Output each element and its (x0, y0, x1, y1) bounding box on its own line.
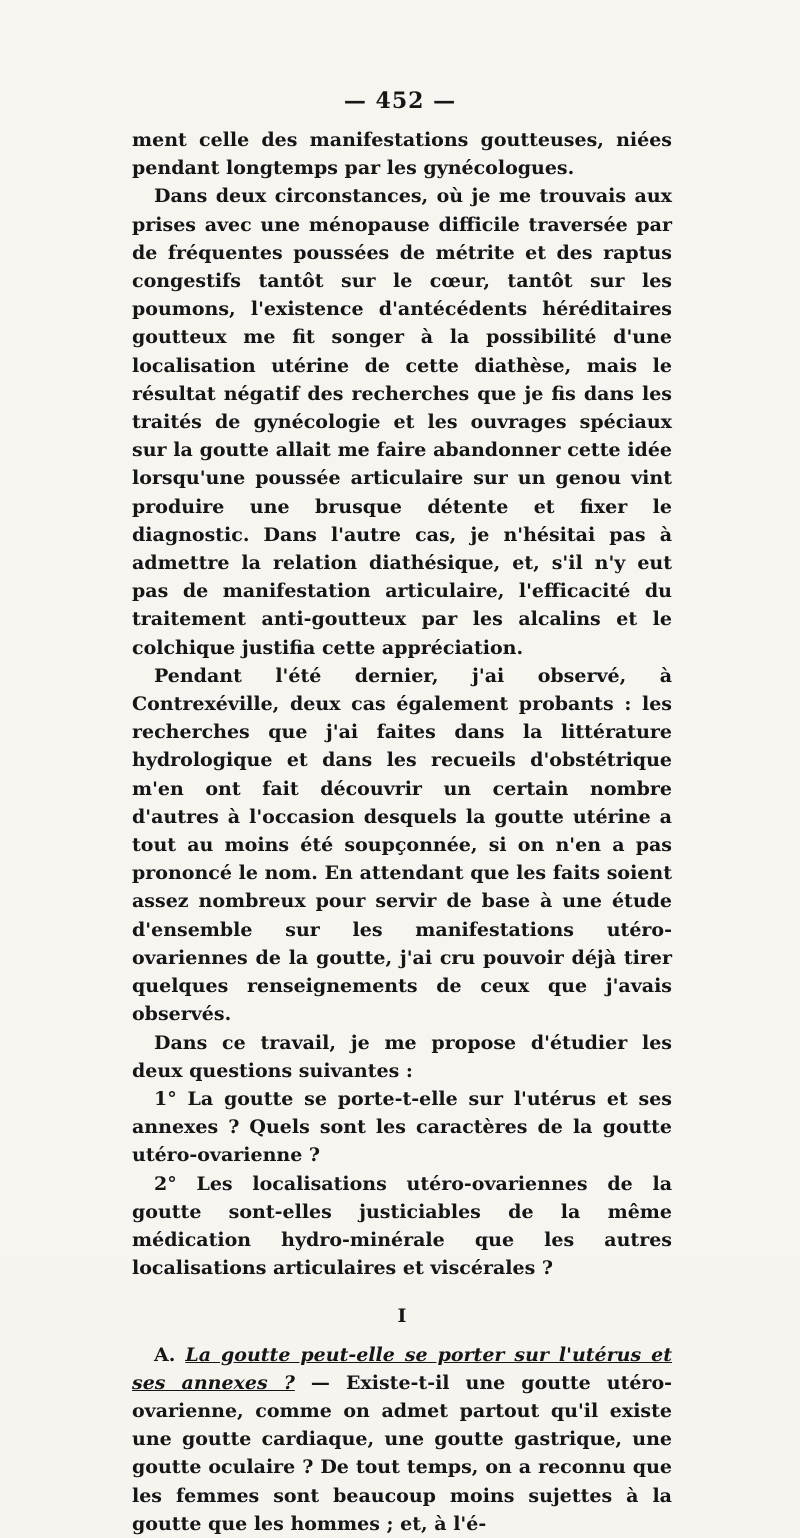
section-heading-dash: — (294, 1371, 330, 1394)
section-heading-title: La goutte peut-elle se porter sur l'utérus et ses annexes ? (132, 1343, 672, 1394)
paragraph-circumstances: Dans deux circonstances, où je me trouvais aux prises avec une ménopause difficile traversée par de fréquentes poussées de métrite et des raptus congestifs tantôt sur le cœur, tantôt sur les poumons, l'existence d'antécédents héréditaires goutteux me fit songer à la possibilité d'une localisation utérine de cette diathèse, mais le résultat négatif des recherches que je fis dans les traités de gynécologie et les ouvrages spéciaux sur la goutte allait me faire abandonner cette idée lorsqu'une poussée articulaire sur un genou vint produire une brusque détente et fixer le diagnostic. Dans l'autre cas, je n'hésitai pas à admettre la relation diathésique, et, s'il n'y eut pas de manifestation articulaire, l'efficacité du traitement anti-goutteux par les alcalins et le colchique justifia cette appréciation. (132, 185, 672, 659)
question-two: 2° Les localisations utéro-ovariennes de la goutte sont-elles justiciables de la même médication hydro-minérale que les autres localisations articulaires et viscérales ? (132, 1172, 672, 1280)
page-number: — 452 — (343, 88, 457, 114)
body-text (132, 126, 672, 1538)
paragraph-intro-questions: Dans ce travail, je me propose d'étudier les deux questions suivantes : (132, 1031, 672, 1082)
section-heading (132, 1341, 672, 1538)
section-numeral: I (397, 1305, 407, 1328)
paragraph-continuation: ment celle des manifestations goutteuses, niées pendant longtemps par les gynécologues. (132, 129, 672, 180)
question-one: 1° La goutte se porte-t-elle sur l'utérus et ses annexes ? Quels sont les caractères de la goutte utéro-ovarienne ? (132, 1087, 672, 1167)
section-heading-label: A. (154, 1343, 176, 1366)
section-body: Existe-t-il une goutte utéro-ovarienne, comme on admet partout qu'il existe une goutte cardiaque, une goutte gastrique, une goutte oculaire ? De tout temps, on a reconnu que les femmes sont beaucoup moins sujettes à la goutte que les hommes ; et, à l'é- (132, 1371, 673, 1535)
paragraph-contrexeville: Pendant l'été dernier, j'ai observé, à Contrexéville, deux cas également probants : les recherches que j'ai faites dans la littérature hydrologique et dans les recueils d'obstétrique m'en ont fait découvrir un certain nombre d'autres à l'occasion desquels la goutte utérine a tout au moins été soupçonnée, si on n'en a pas prononcé le nom. En attendant que les faits soient assez nombreux pour servir de base à une étude d'ensemble sur les manifestations utéro-ovariennes de la goutte, j'ai cru pouvoir déjà tirer quelques renseignements de ceux que j'avais observés. (132, 664, 672, 1026)
